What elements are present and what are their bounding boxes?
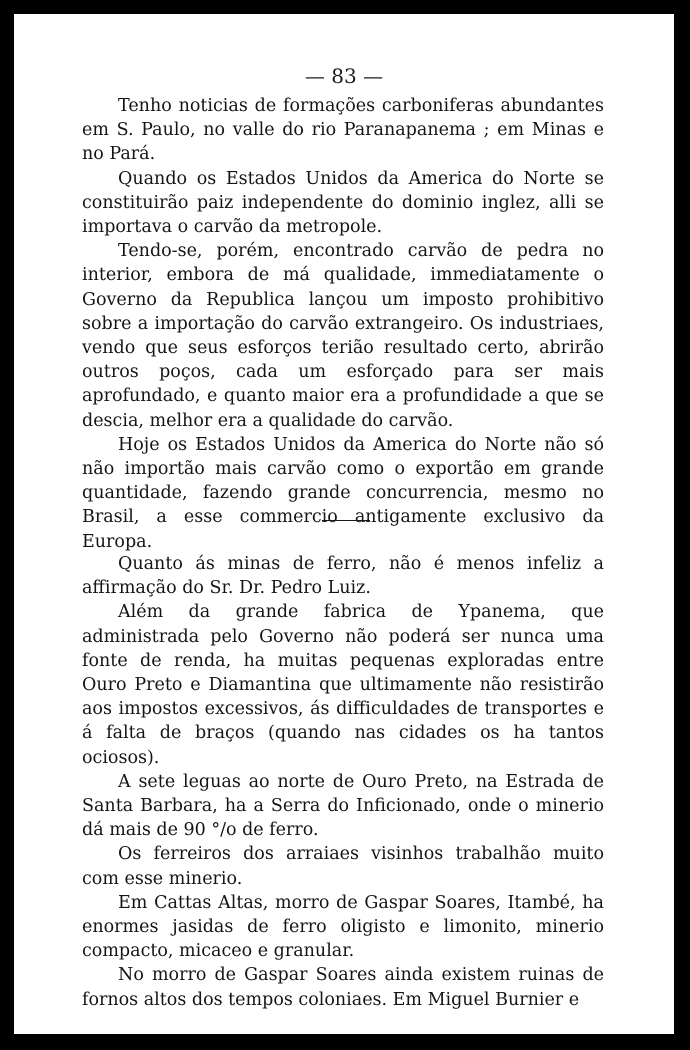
book-page bbox=[14, 14, 674, 1034]
paragraph: Em Cattas Altas, morro de Gaspar Soares, Itambé, ha enormes jasidas de ferro oligisto e limonito, minerio compacto, micaceo e granular. bbox=[82, 892, 604, 962]
paragraph: Tenho noticias de formações carboniferas abundantes em S. Paulo, no valle do rio Paranapanema ; em Minas e no Pará. bbox=[82, 96, 604, 165]
section-separator bbox=[322, 520, 370, 521]
text-section-iron bbox=[82, 552, 604, 1012]
text-section-coal bbox=[82, 94, 604, 554]
paragraph: No morro de Gaspar Soares ainda existem ruinas de fornos altos dos tempos coloniaes. Em Miguel Burnier e bbox=[82, 965, 604, 1010]
paragraph: Quando os Estados Unidos da America do Norte se constituirão paiz independente do dominio inglez, alli se importava o carvão da metropole. bbox=[82, 168, 604, 238]
paragraph: Tendo-se, porém, encontrado carvão de pedra no interior, embora de má qualidade, immediatamente o Governo da Republica lançou um imposto prohibitivo sobre a importação do carvão extrangeiro. Os industriaes, vendo que seus esforços terião resultado certo, abrirão outros poços, cada um esforçado para ser mais aprofundado, e quanto maior era a profundidade a que se descia, melhor era a qualidade do carvão. bbox=[82, 241, 604, 431]
paragraph: Hoje os Estados Unidos da America do Norte não só não importão mais carvão como o exportão em grande quantidade, fazendo grande concurrencia, mesmo no Brasil, a esse commercio antigamente exclusivo da Europa. bbox=[82, 434, 604, 552]
paragraph: A sete leguas ao norte de Ouro Preto, na Estrada de Santa Barbara, ha a Serra do Inficionado, onde o minerio dá mais de 90 °/o de ferro. bbox=[82, 771, 604, 841]
paragraph: Quanto ás minas de ferro, não é menos infeliz a affirmação do Sr. Dr. Pedro Luiz. bbox=[82, 554, 604, 599]
paragraph: Os ferreiros dos arraiaes visinhos trabalhão muito com esse minerio. bbox=[82, 844, 604, 889]
paragraph: Além da grande fabrica de Ypanema, que administrada pelo Governo não poderá ser nunca uma fonte de renda, ha muitas pequenas exploradas entre Ouro Preto e Diamantina que ultimamente não resistirão aos impostos excessivos, ás difficuldades de transportes e á falta de braços (quando nas cidades os ha tantos ociosos). bbox=[82, 602, 604, 768]
page-number: — 83 — bbox=[304, 64, 384, 88]
